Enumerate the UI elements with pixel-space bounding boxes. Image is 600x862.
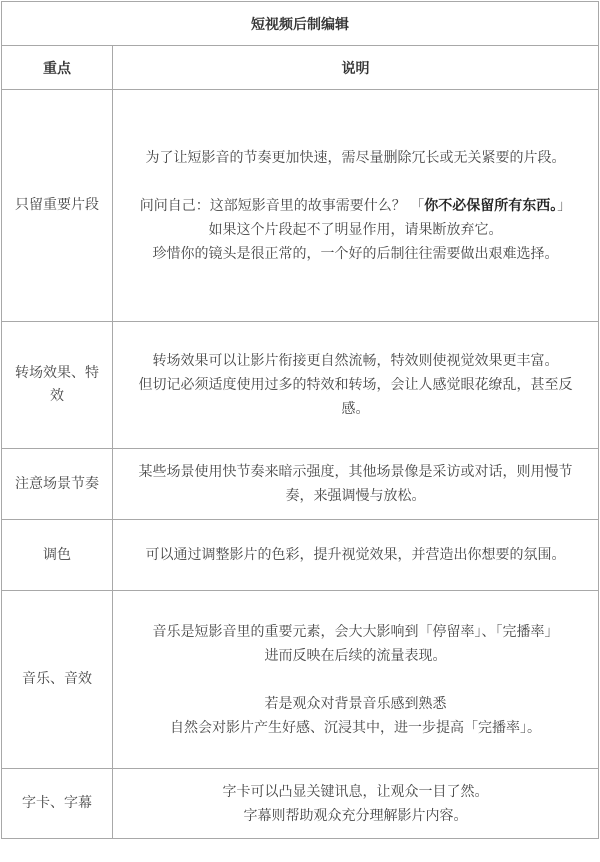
table-row xyxy=(2,322,599,449)
category-cell: 注意场景节奏 xyxy=(2,449,113,520)
desc-line: 为了让短影音的节奏更加快速，需尽量删除冗长或无关紧要的片段。 xyxy=(145,149,566,166)
desc-line: 音乐是短影音里的重要元素，会大大影响到「停留率」、「完播率」 xyxy=(152,623,559,640)
category-cell: 字卡、字幕 xyxy=(2,769,113,839)
description-cell xyxy=(113,449,599,520)
description-cell xyxy=(113,322,599,449)
desc-line: 自然会对影片产生好感、沉浸其中，进一步提高「完播率」。 xyxy=(170,719,541,736)
desc-line: 可以通过调整影片的色彩，提升视觉效果，并营造出你想要的氛围。 xyxy=(145,547,566,563)
description-cell xyxy=(113,520,599,591)
header-key: 重点 xyxy=(2,46,113,90)
table-title: 短视频后制编辑 xyxy=(2,2,599,46)
editing-table xyxy=(1,1,599,839)
desc-line: 字幕则帮助观众充分理解影片内容。 xyxy=(243,807,468,824)
description-cell xyxy=(113,769,599,839)
category-cell: 转场效果、特效 xyxy=(2,322,113,449)
table-row xyxy=(2,449,599,520)
category-cell: 音乐、音效 xyxy=(2,591,113,769)
emphasis-text: 你不必保留所有东西。 xyxy=(424,197,558,214)
desc-line: 若是观众对背景音乐感到熟悉 xyxy=(264,695,447,712)
category-cell: 只留重要片段 xyxy=(2,90,113,322)
table-row xyxy=(2,520,599,591)
desc-line: 某些场景使用快节奏来暗示强度，其他场景像是采访或对话，则用慢节奏，来强调慢与放松。 xyxy=(138,464,573,504)
desc-line: 字卡可以凸显关键讯息，让观众一目了然。 xyxy=(222,783,489,800)
desc-text: 问问自己：这部短影音里的故事需要什么？ 「 xyxy=(139,197,425,214)
desc-line: 但切记必须适度使用过多的特效和转场，会让人感觉眼花缭乱，甚至反感。 xyxy=(138,377,573,417)
table-row xyxy=(2,591,599,769)
desc-line: 进而反映在后续的流量表现。 xyxy=(264,647,447,664)
description-cell xyxy=(113,90,599,322)
table-row xyxy=(2,769,599,839)
desc-text: 」 xyxy=(557,197,572,214)
desc-line: 珍惜你的镜头是很正常的，一个好的后制往往需要做出艰难选择。 xyxy=(152,245,559,262)
category-cell: 调色 xyxy=(2,520,113,591)
description-cell xyxy=(113,591,599,769)
desc-line: 转场效果可以让影片衔接更自然流畅，特效则使视觉效果更丰富。 xyxy=(152,353,559,369)
header-desc: 说明 xyxy=(113,46,599,90)
header-row xyxy=(2,46,599,90)
desc-line xyxy=(129,194,582,218)
desc-line: 如果这个片段起不了明显作用，请果断放弃它。 xyxy=(208,221,503,238)
table-row xyxy=(2,90,599,322)
